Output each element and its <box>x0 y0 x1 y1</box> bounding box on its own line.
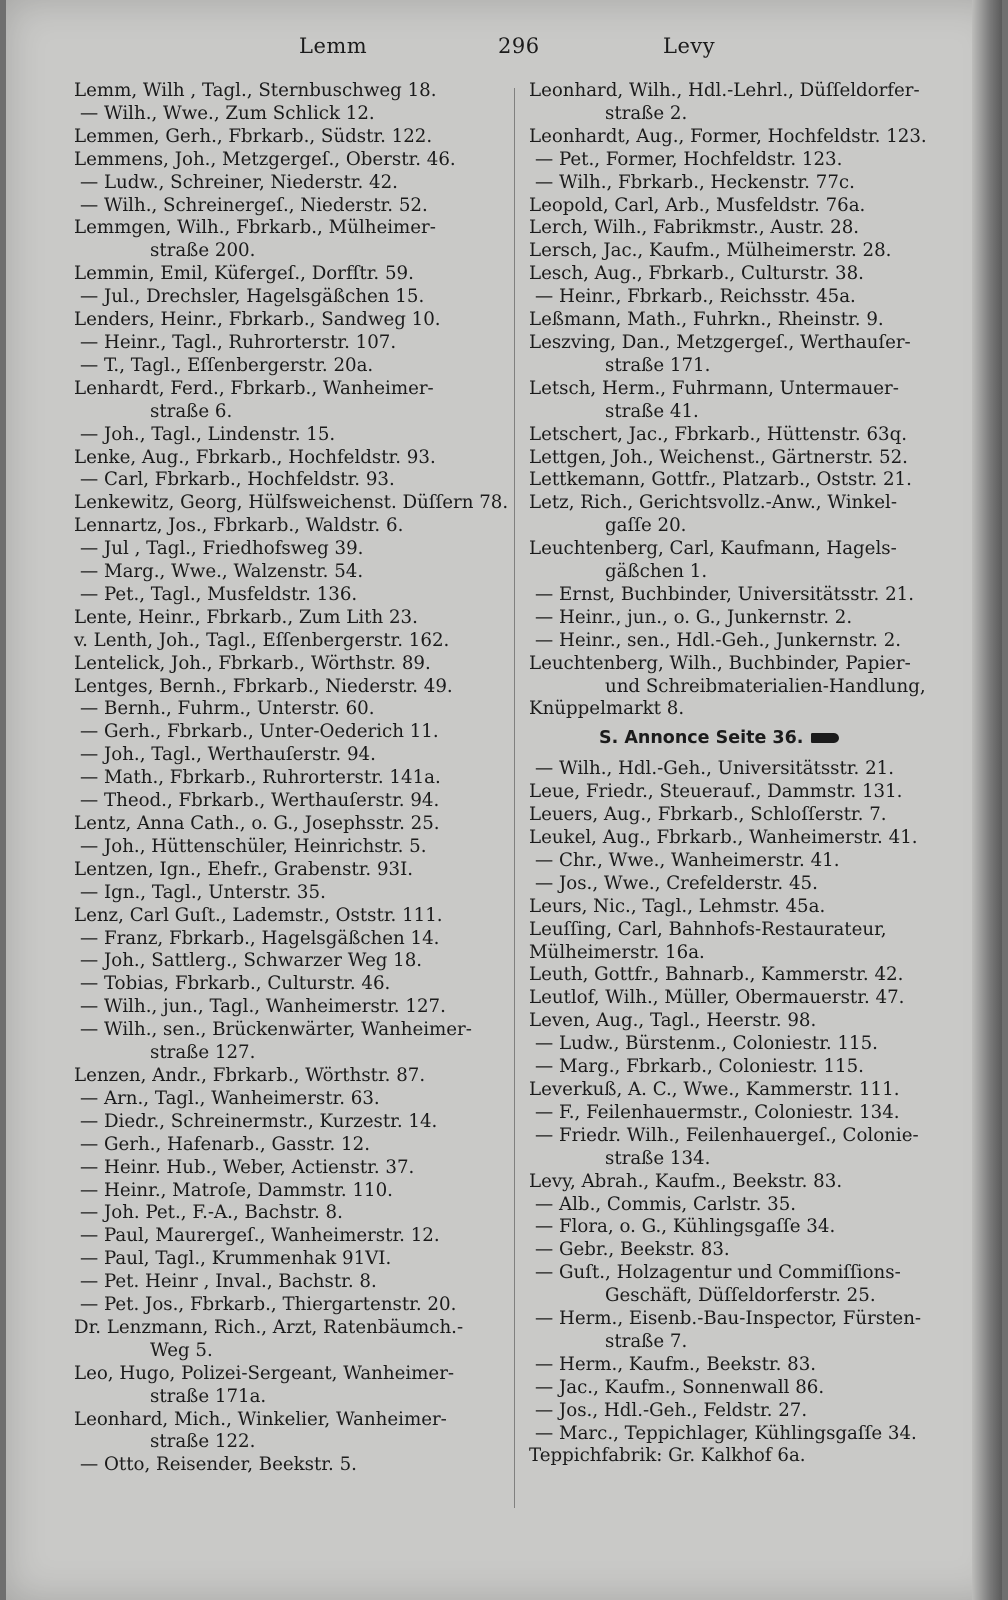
directory-entry-line: Leverkuß, A. C., Wwe., Kammerstr. 111. <box>529 1078 900 1100</box>
directory-entry-line: — Gebr., Beekstr. 83. <box>535 1239 730 1261</box>
directory-entry-line: Lerch, Wilh., Fabrikmstr., Austr. 28. <box>529 217 860 239</box>
directory-entry-line: — Carl, Fbrkarb., Hochfeldstr. 93. <box>80 469 395 491</box>
directory-entry-line: straße 171. <box>605 354 711 376</box>
directory-page <box>6 0 1002 1600</box>
directory-entry-line: — Ernst, Buchbinder, Universitätsstr. 21. <box>535 583 915 605</box>
running-head-left: Lemm <box>299 34 368 58</box>
directory-entry-line: Lemmgen, Wilh., Fbrkarb., Mülheimer- <box>74 217 436 239</box>
directory-entry-line: — Wilh., Schreinergeſ., Niederstr. 52. <box>80 194 428 216</box>
directory-entry-line: — Heinr. Hub., Weber, Actienstr. 37. <box>80 1156 415 1178</box>
directory-entry-line: Lentges, Bernh., Fbrkarb., Niederstr. 49. <box>74 675 453 697</box>
right-column <box>529 80 959 1468</box>
directory-entry-line: — Wilh., Wwe., Zum Schlick 12. <box>80 102 375 124</box>
directory-entry-line: straße 171a. <box>150 1385 267 1407</box>
directory-entry-line: Lentz, Anna Cath., o. G., Josephsstr. 25. <box>74 813 440 834</box>
running-head-right: Levy <box>663 34 716 58</box>
directory-entry-line: Lenz, Carl Guſt., Lademstr., Oststr. 111. <box>74 904 443 926</box>
directory-entry-line: Leuchtenberg, Carl, Kaufmann, Hagels- <box>529 538 897 560</box>
directory-entry-line: Leonhardt, Aug., Former, Hochfeldstr. 123. <box>529 125 927 147</box>
directory-entry-line: Letz, Rich., Gerichtsvollz.-Anw., Winkel- <box>529 492 898 514</box>
directory-entry-line: — Paul, Tagl., Krummenhak 91VI. <box>80 1248 392 1270</box>
directory-entry-line: — Flora, o. G., Kühlingsgaſſe 34. <box>535 1216 836 1238</box>
directory-entry-line: — Jul., Drechsler, Hagelsgäßchen 15. <box>80 286 425 308</box>
directory-entry-line: straße 2. <box>605 102 688 124</box>
directory-entry-line: Leurs, Nic., Tagl., Lehmstr. 45a. <box>529 895 826 917</box>
directory-entry-line: — Tobias, Fbrkarb., Culturstr. 46. <box>80 973 391 995</box>
column-divider <box>514 88 515 1508</box>
directory-entry-line: — Jos., Hdl.-Geh., Feldstr. 27. <box>535 1399 808 1421</box>
directory-entry-line: Leo, Hugo, Polizei-Sergeant, Wanheimer- <box>74 1362 455 1384</box>
directory-entry-line: — Wilh., sen., Brückenwärter, Wanheimer- <box>80 1019 472 1041</box>
directory-entry-line: Lemm, Wilh , Tagl., Sternbuschweg 18. <box>74 80 437 101</box>
directory-entry-line: Dr. Lenzmann, Rich., Arzt, Ratenbäumch.- <box>74 1316 464 1338</box>
directory-entry-line: Letsch, Herm., Fuhrmann, Untermauer- <box>529 377 899 399</box>
directory-entry-line: Mülheimerstr. 16a. <box>529 941 705 963</box>
directory-entry-line: straße 134. <box>605 1147 711 1169</box>
directory-entry-line: Leuers, Aug., Fbrkarb., Schloſſerstr. 7. <box>529 804 887 826</box>
directory-entry-line: Leonhard, Mich., Winkelier, Wanheimer- <box>74 1408 447 1430</box>
pointing-hand-icon <box>811 733 839 743</box>
directory-entry-line: — Heinr., Fbrkarb., Reichsstr. 45a. <box>535 286 856 308</box>
directory-entry-line: — Franz, Fbrkarb., Hagelsgäßchen 14. <box>80 927 440 949</box>
directory-entry-line: — Pet., Former, Hochfeldstr. 123. <box>535 148 843 170</box>
directory-entry-line: — Bernh., Fuhrm., Unterstr. 60. <box>80 698 375 720</box>
directory-entry-line: Leopold, Carl, Arb., Musfeldstr. 76a. <box>529 194 866 216</box>
directory-entry-line: — Otto, Reisender, Beekstr. 5. <box>80 1454 357 1476</box>
directory-entry-line: — Marg., Wwe., Walzenstr. 54. <box>80 561 364 583</box>
directory-entry-line: — Jos., Wwe., Crefelderstr. 45. <box>535 872 818 894</box>
directory-entry-line: — Gerh., Hafenarb., Gasstr. 12. <box>80 1133 370 1155</box>
directory-entry-line: — Pet. Jos., Fbrkarb., Thiergartenstr. 20. <box>80 1294 457 1316</box>
directory-entry-line: v. Lenth, Joh., Tagl., Eſſenbergerstr. 162. <box>74 629 450 651</box>
directory-entry-line: — Paul, Maurergeſ., Wanheimerstr. 12. <box>80 1225 440 1247</box>
directory-entry-line: — Herm., Eisenb.-Bau-Inspector, Fürsten- <box>535 1308 922 1330</box>
directory-entry-line: — Wilh., jun., Tagl., Wanheimerstr. 127. <box>80 996 446 1018</box>
directory-entry-line: Lemmen, Gerh., Fbrkarb., Südstr. 122. <box>74 125 433 147</box>
directory-entry-line: straße 6. <box>150 400 233 422</box>
directory-entry-line: Leonhard, Wilh., Hdl.-Lehrl., Düſſeldorfer- <box>529 80 920 101</box>
right-column-part-a <box>529 80 959 721</box>
directory-entry-line: Leßmann, Math., Fuhrkn., Rheinstr. 9. <box>529 309 884 331</box>
directory-entry-line: — Chr., Wwe., Wanheimerstr. 41. <box>535 849 840 871</box>
directory-entry-line: Letschert, Jac., Fbrkarb., Hüttenstr. 63q. <box>529 423 908 445</box>
directory-entry-line: und Schreibmaterialien-Handlung, <box>605 675 926 697</box>
directory-entry-line: — Friedr. Wilh., Feilenhauergeſ., Colonie- <box>535 1124 919 1146</box>
directory-entry-line: — Ludw., Schreiner, Niederstr. 42. <box>80 171 398 193</box>
directory-entry-line: Lettkemann, Gottfr., Platzarb., Oststr. 21. <box>529 469 912 491</box>
directory-entry-line: gäßchen 1. <box>605 561 708 583</box>
directory-entry-line: — Theod., Fbrkarb., Werthauſerstr. 94. <box>80 790 440 812</box>
directory-entry-line: — Pet., Tagl., Musfeldstr. 136. <box>80 583 358 605</box>
directory-entry-line: Knüppelmarkt 8. <box>529 698 685 720</box>
directory-entry-line: Leuchtenberg, Wilh., Buchbinder, Papier- <box>529 652 911 674</box>
directory-entry-line: straße 122. <box>150 1431 256 1453</box>
directory-entry-line: gaſſe 20. <box>605 515 687 537</box>
directory-entry-line: Lersch, Jac., Kaufm., Mülheimerstr. 28. <box>529 240 892 262</box>
directory-entry-line: Levy, Abrah., Kaufm., Beekstr. 83. <box>529 1170 843 1192</box>
directory-entry-line: Lenzen, Andr., Fbrkarb., Wörthstr. 87. <box>74 1064 426 1086</box>
directory-entry-line: — Marc., Teppichlager, Kühlingsgaſſe 34. <box>535 1422 917 1444</box>
directory-entry-line: — Wilh., Fbrkarb., Heckenstr. 77c. <box>535 171 855 193</box>
directory-entry-line: — Jul , Tagl., Friedhofsweg 39. <box>80 538 364 560</box>
directory-entry-line: — Gerh., Fbrkarb., Unter-Oederich 11. <box>80 721 439 743</box>
directory-entry-line: — Heinr., Tagl., Ruhrorterstr. 107. <box>80 331 397 353</box>
directory-entry-line: Lenkewitz, Georg, Hülfsweichenst. Düſſern 78. <box>74 492 509 514</box>
directory-entry-line: Lemmens, Joh., Metzgergeſ., Oberstr. 46. <box>74 148 456 170</box>
directory-entry-line: — Joh. Pet., F.-A., Bachstr. 8. <box>80 1202 343 1224</box>
directory-entry-line: Lenke, Aug., Fbrkarb., Hochfeldstr. 93. <box>74 446 436 468</box>
directory-entry-line: — Arn., Tagl., Wanheimerstr. 63. <box>80 1087 380 1109</box>
directory-entry-line: Lentelick, Joh., Fbrkarb., Wörthstr. 89. <box>74 652 431 674</box>
directory-entry-line: — Pet. Heinr , Inval., Bachstr. 8. <box>80 1271 377 1293</box>
directory-entry-line: — Joh., Tagl., Werthauſerstr. 94. <box>80 744 376 766</box>
directory-entry-line: Lente, Heinr., Fbrkarb., Zum Lith 23. <box>74 606 418 628</box>
directory-entry-line: — T., Tagl., Eſſenbergerstr. 20a. <box>80 354 374 376</box>
directory-entry-line: straße 127. <box>150 1042 256 1064</box>
directory-entry-line: Lennartz, Jos., Fbrkarb., Waldstr. 6. <box>74 515 404 537</box>
directory-entry-line: Leuſſing, Carl, Bahnhofs-Restaurateur, <box>529 918 887 940</box>
directory-entry-line: Leutlof, Wilh., Müller, Obermauerstr. 47. <box>529 987 905 1009</box>
directory-entry-line: — Heinr., jun., o. G., Junkernstr. 2. <box>535 606 853 628</box>
directory-entry-line: Lemmin, Emil, Küfergeſ., Dorfſtr. 59. <box>74 263 414 285</box>
page-edge <box>972 0 1002 1600</box>
directory-entry-line: — Marg., Fbrkarb., Coloniestr. 115. <box>535 1056 864 1078</box>
directory-entry-line: Leuth, Gottfr., Bahnarb., Kammerstr. 42. <box>529 964 904 986</box>
directory-entry-line: straße 7. <box>605 1330 688 1352</box>
directory-entry-line: Leven, Aug., Tagl., Heerstr. 98. <box>529 1010 817 1032</box>
annonce-notice <box>529 721 959 758</box>
directory-entry-line: — Joh., Hüttenschüler, Heinrichstr. 5. <box>80 835 427 857</box>
directory-entry-line: — Joh., Tagl., Lindenstr. 15. <box>80 423 336 445</box>
directory-entry-line: Leue, Friedr., Steuerauf., Dammstr. 131. <box>529 781 903 803</box>
directory-entry-line: Geschäft, Düſſeldorferstr. 25. <box>605 1285 876 1307</box>
directory-entry-line: Weg 5. <box>150 1339 213 1361</box>
left-column <box>74 80 509 1477</box>
directory-entry-line: Lettgen, Joh., Weichenst., Gärtnerstr. 52. <box>529 446 908 468</box>
directory-entry-line: Lenhardt, Ferd., Fbrkarb., Wanheimer- <box>74 377 434 399</box>
directory-entry-line: — Wilh., Hdl.-Geh., Universitätsstr. 21. <box>535 758 894 780</box>
directory-entry-line: Lenders, Heinr., Fbrkarb., Sandweg 10. <box>74 309 441 331</box>
directory-entry-line: — Jac., Kaufm., Sonnenwall 86. <box>535 1376 825 1398</box>
directory-entry-line: — Ign., Tagl., Unterstr. 35. <box>80 881 326 903</box>
annonce-text: S. Annonce Seite 36. <box>599 728 804 749</box>
directory-entry-line: straße 41. <box>605 400 699 422</box>
right-column-part-b <box>529 758 959 1468</box>
page-number: 296 <box>498 34 540 58</box>
directory-entry-line: Leukel, Aug., Fbrkarb., Wanheimerstr. 41. <box>529 827 918 848</box>
directory-entry-line: — Guſt., Holzagentur und Commiſſions- <box>535 1262 901 1284</box>
directory-entry-line: — Heinr., Matroſe, Dammstr. 110. <box>80 1179 393 1201</box>
directory-entry-line: — Heinr., sen., Hdl.-Geh., Junkernstr. 2. <box>535 629 902 651</box>
directory-entry-line: — Alb., Commis, Carlstr. 35. <box>535 1193 797 1215</box>
directory-entry-line: — Ludw., Bürstenm., Coloniestr. 115. <box>535 1033 878 1055</box>
directory-entry-line: — Math., Fbrkarb., Ruhrorterstr. 141a. <box>80 767 441 789</box>
directory-entry-line: Teppichfabrik: Gr. Kalkhof 6a. <box>529 1445 806 1467</box>
directory-entry-line: Lesch, Aug., Fbrkarb., Culturstr. 38. <box>529 263 864 285</box>
directory-entry-line: Leszving, Dan., Metzgergeſ., Werthauſer- <box>529 331 911 353</box>
directory-entry-line: — F., Feilenhauermstr., Coloniestr. 134. <box>535 1101 900 1123</box>
directory-entry-line: Lentzen, Ign., Ehefr., Grabenstr. 93I. <box>74 858 414 880</box>
directory-entry-line: — Joh., Sattlerg., Schwarzer Weg 18. <box>80 950 423 972</box>
directory-entry-line: — Herm., Kaufm., Beekstr. 83. <box>535 1353 817 1375</box>
directory-entry-line: — Diedr., Schreinermstr., Kurzestr. 14. <box>80 1110 438 1132</box>
directory-entry-line: straße 200. <box>150 240 256 262</box>
